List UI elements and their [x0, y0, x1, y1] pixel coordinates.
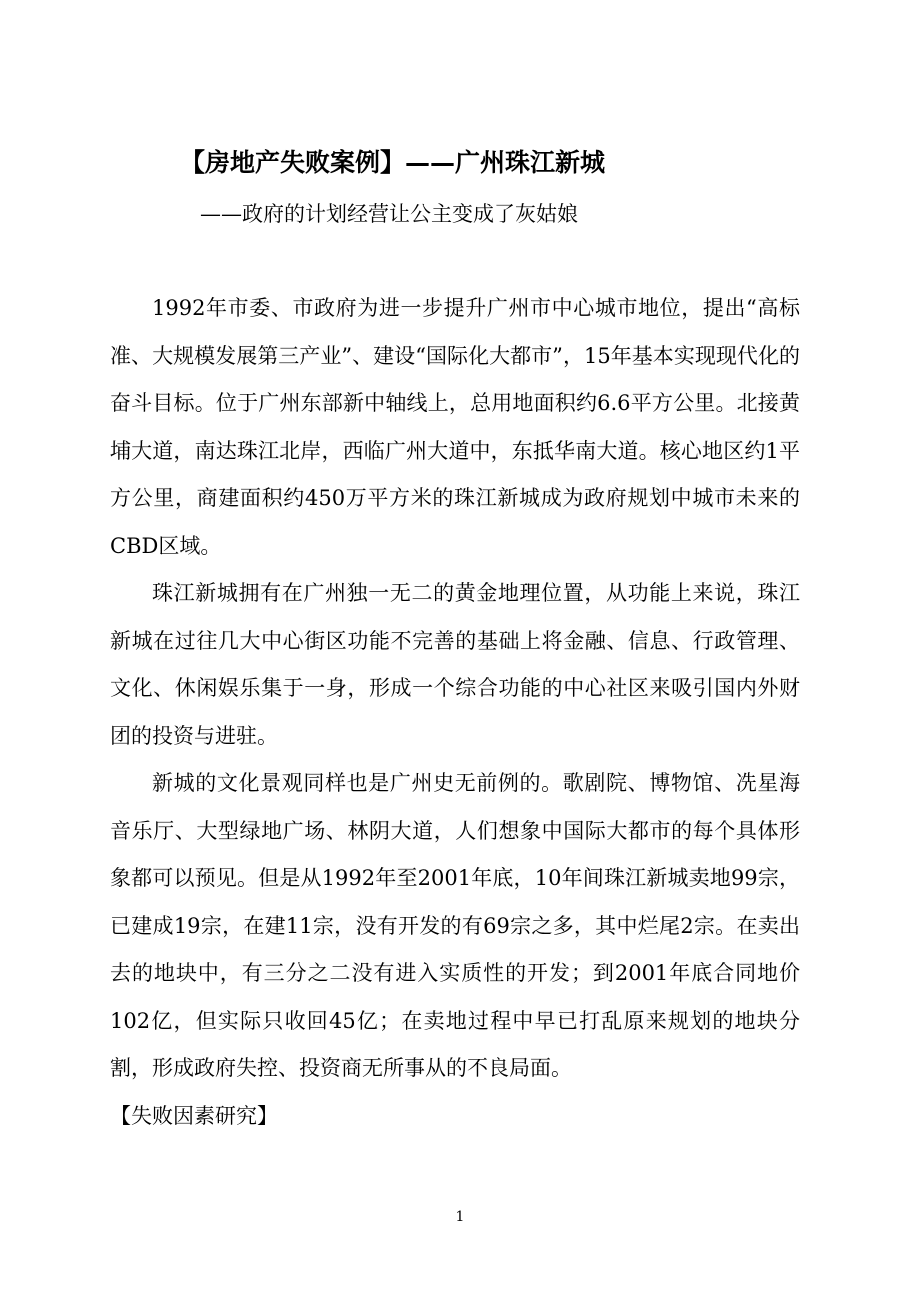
document-subtitle: ——政府的计划经营让公主变成了灰姑娘 — [200, 202, 578, 226]
document-body — [110, 285, 800, 1140]
document-title: 【房地产失败案例】——广州珠江新城 — [180, 148, 606, 177]
paragraph-2: 珠江新城拥有在广州独一无二的黄金地理位置，从功能上来说，珠江新城在过往几大中心街区功能不完善的基础上将金融、信息、行政管理、文化、休闲娱乐集于一身，形成一个综合功能的中心社区来吸引国内外财团的投资与进驻。 — [110, 581, 800, 748]
section-heading: 【失败因素研究】 — [110, 1103, 278, 1128]
paragraph-1: 1992年市委、市政府为进一步提升广州市中心城市地位，提出“高标准、大规模发展第三产业”、建设“国际化大都市”，15年基本实现现代化的奋斗目标。位于广州东部新中轴线上，总用地面积约6.6平方公里。北接黄埔大道，南达珠江北岸，西临广州大道中，东抵华南大道。核心地区约1平方公里，商建面积约450万平方米的珠江新城成为政府规划中城市未来的CBD区域。 — [110, 296, 800, 558]
page-number: 1 — [455, 1209, 465, 1225]
paragraph-3: 新城的文化景观同样也是广州史无前例的。歌剧院、博物馆、冼星海音乐厅、大型绿地广场、林阴大道，人们想象中国际大都市的每个具体形象都可以预见。但是从1992年至2001年底，10年间珠江新城卖地99宗，已建成19宗，在建11宗，没有开发的有69宗之多，其中烂尾2宗。在卖出去的地块中，有三分之二没有进入实质性的开发；到2001年底合同地价102亿，但实际只收回45亿；在卖地过程中早已打乱原来规划的地块分割，形成政府失控、投资商无所事从的不良局面。 — [110, 771, 800, 1080]
